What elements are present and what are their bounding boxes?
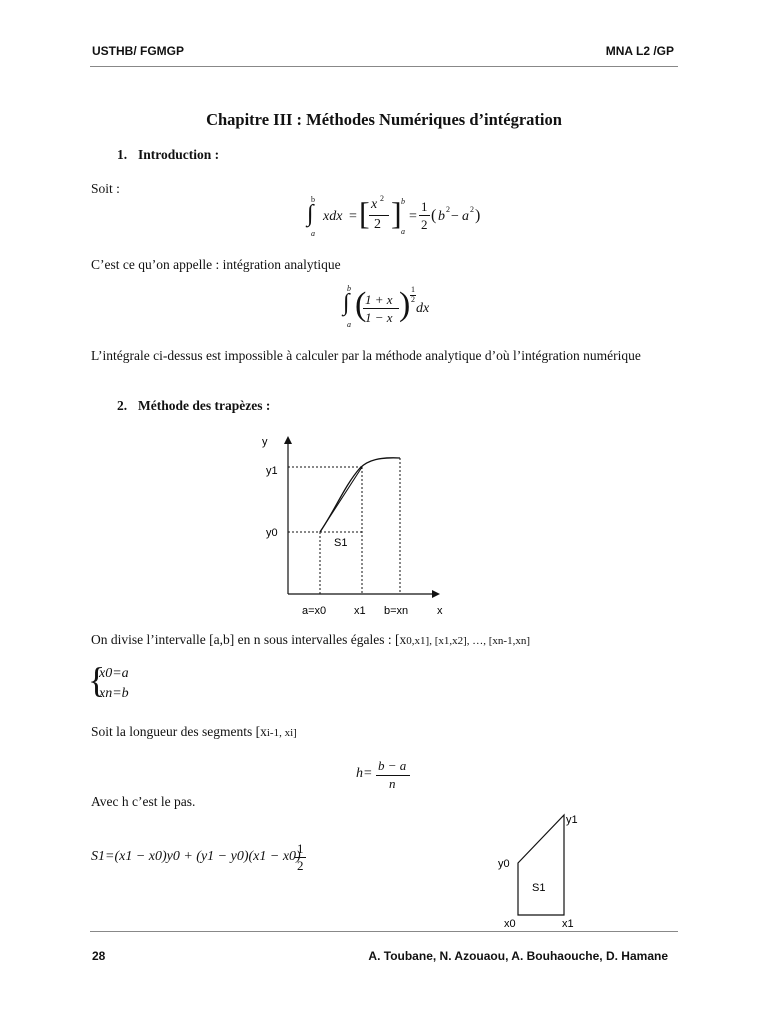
eq1-rparen: ) [475, 207, 481, 224]
eq1-minus: − [451, 209, 459, 224]
divise-text-tail: 0,x1], [x1,x2], …, [xn-1,xn] [406, 635, 531, 647]
section-intro-number: 1. [117, 147, 128, 162]
section-intro-label: Introduction : [138, 147, 220, 162]
equation-integral-x [305, 195, 485, 240]
trapeze-figure [250, 430, 460, 620]
eq1-half-bar [419, 215, 430, 216]
equation-s1 [91, 843, 331, 879]
eq1-b: b [438, 209, 445, 224]
eq1-b-exp: 2 [446, 205, 450, 214]
eq2-pow-den: 2 [411, 295, 415, 304]
y1-label: y1 [266, 465, 278, 477]
eq1-lower: a [311, 229, 315, 238]
x1-label: x1 [354, 605, 366, 617]
eq1-equals2: = [409, 209, 417, 224]
longueur-text-tail: i-1, xi] [266, 727, 297, 739]
eq1-equals: = [349, 209, 357, 224]
trapeze-chord [320, 467, 362, 532]
header-rule [90, 66, 678, 67]
longueur-text-head: Soit la longueur des segments [x [91, 724, 267, 739]
eq1-a-exp: 2 [470, 205, 474, 214]
equation-h [356, 758, 426, 794]
eq1-fracbar [369, 215, 389, 216]
eq1-a: a [462, 209, 469, 224]
small-s1-label: S1 [532, 882, 546, 894]
footer-rule [90, 931, 678, 932]
impossible-text: L’intégrale ci-dessus est impossible à calculer par la méthode analytique d’où l’intégration numérique [91, 348, 641, 363]
eq2-lower: a [347, 320, 351, 329]
eq1-bound-up: b [401, 197, 405, 206]
s1-half-den: 2 [297, 858, 304, 873]
s1-label: S1 [334, 537, 348, 549]
eq2-rparen: ) [399, 286, 411, 323]
eq1-lparen: ( [431, 207, 437, 224]
eq2-pow-num: 1 [411, 285, 415, 294]
eq2-fracbar [363, 308, 399, 309]
soit-text: Soit : [91, 181, 120, 196]
y-axis-arrow [284, 436, 292, 444]
integral-sign: ∫ [307, 201, 314, 227]
s1-formula: S1=(x1 − x0)y0 + (y1 − y0)(x1 − x0) [91, 849, 301, 864]
h-num: b − a [378, 758, 407, 773]
y0-label: y0 [266, 527, 278, 539]
system-line2: xn=b [99, 686, 129, 701]
small-trapeze [518, 815, 564, 915]
trapeze-figure-small [490, 805, 600, 935]
integral-sign-2: ∫ [343, 290, 350, 316]
eq2-num: 1 + x [365, 292, 393, 307]
s1-half-num: 1 [297, 841, 304, 856]
eq1-integrand: xdx [323, 209, 343, 224]
longueur-text [91, 724, 297, 740]
pas-text: Avec h c’est le pas. [91, 794, 196, 809]
b-xn-label: b=xn [384, 605, 409, 617]
function-curve [320, 458, 400, 532]
eq2-dx: dx [416, 301, 430, 316]
eq2-den: 1 − x [365, 310, 393, 325]
header-left: USTHB/ FGMGP [92, 44, 184, 58]
eq1-rbracket: ] [391, 195, 402, 231]
eq1-half-num: 1 [421, 199, 428, 214]
system-line1: x0=a [99, 666, 129, 681]
page-number: 28 [92, 949, 106, 963]
eq1-x: x [371, 197, 378, 212]
eq1-bound-low: a [401, 227, 405, 236]
divise-text-head: On divise l’intervalle [a,b] en n sous intervalles égales : [x [91, 632, 407, 647]
h-den: n [389, 776, 396, 791]
eq2-lparen: ( [355, 286, 367, 323]
small-x0-label: x0 [504, 918, 516, 930]
y-axis-label: y [262, 436, 268, 448]
eq1-half-den: 2 [421, 217, 428, 232]
equation-integral-sqrt [341, 286, 441, 332]
section-trapezes-number: 2. [117, 398, 128, 413]
small-y0-label: y0 [498, 858, 510, 870]
eq1-upper: b [311, 195, 315, 204]
footer-authors: A. Toubane, N. Azouaou, A. Bouhaouche, D. Hamane [368, 949, 668, 963]
eq1-den: 2 [374, 217, 381, 232]
eq1-lbracket: [ [359, 195, 370, 231]
x-axis-arrow [432, 590, 440, 598]
eq2-upper: b [347, 284, 351, 293]
small-y1-label: y1 [566, 814, 578, 826]
small-x1-label: x1 [562, 918, 574, 930]
header-right: MNA L2 /GP [605, 44, 674, 58]
analytique-text: C’est ce qu’on appelle : intégration analytique [91, 257, 341, 272]
x-axis-label: x [437, 605, 443, 617]
chapter-title: Chapitre III : Méthodes Numériques d’intégration [206, 110, 562, 129]
section-trapezes-label: Méthode des trapèzes : [138, 398, 271, 413]
h-lhs: h= [356, 766, 373, 781]
eq1-exp: 2 [380, 194, 384, 203]
divise-text [91, 632, 530, 648]
a-x0-label: a=x0 [302, 605, 327, 617]
